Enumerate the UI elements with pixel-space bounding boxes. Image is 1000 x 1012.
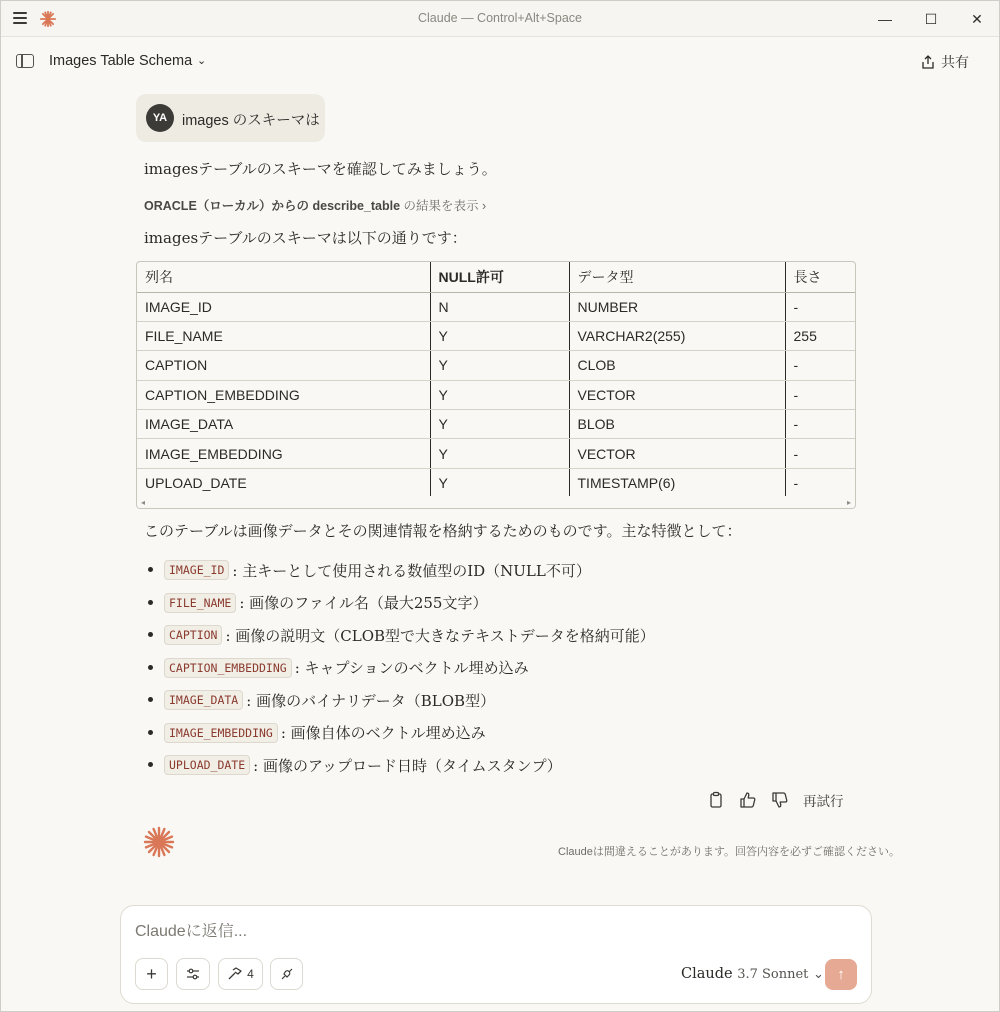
conversation-header bbox=[1, 38, 999, 86]
claude-logo-icon bbox=[143, 826, 175, 858]
table-row bbox=[137, 321, 856, 350]
model-name: Claude bbox=[681, 966, 733, 982]
title-bar bbox=[1, 1, 999, 37]
schema-intro: imagesテーブルのスキーマは以下の通りです： bbox=[144, 229, 467, 247]
tool-suffix: の結果を表示 › bbox=[403, 199, 487, 213]
add-button[interactable]: + bbox=[135, 958, 168, 990]
tools-count: 4 bbox=[247, 967, 254, 981]
table-row bbox=[137, 439, 856, 468]
minimize-button[interactable]: — bbox=[878, 11, 892, 27]
table-row bbox=[137, 380, 856, 409]
table-cell: NUMBER bbox=[569, 292, 785, 321]
chevron-down-icon: ⌄ bbox=[813, 967, 824, 982]
list-item bbox=[146, 652, 655, 685]
user-message bbox=[136, 94, 325, 142]
list-item bbox=[146, 749, 655, 782]
send-button[interactable]: ↑ bbox=[825, 959, 857, 990]
table-cell: IMAGE_EMBEDDING bbox=[137, 439, 430, 468]
tool-name: describe_table bbox=[312, 199, 401, 213]
list-item bbox=[146, 619, 655, 652]
list-item bbox=[146, 717, 655, 750]
column-header: NULL許可 bbox=[430, 262, 569, 292]
options-button[interactable] bbox=[176, 958, 210, 990]
table-cell: Y bbox=[430, 439, 569, 468]
chevron-down-icon[interactable]: ⌄ bbox=[197, 55, 207, 67]
sidebar-toggle-icon[interactable] bbox=[16, 54, 34, 68]
table-cell: - bbox=[785, 292, 856, 321]
close-button[interactable]: ✕ bbox=[971, 11, 983, 27]
table-row bbox=[137, 468, 856, 497]
column-description-list bbox=[146, 554, 655, 782]
message-actions bbox=[707, 790, 844, 810]
table-cell: Y bbox=[430, 380, 569, 409]
table-cell: - bbox=[785, 468, 856, 497]
integrations-button[interactable] bbox=[270, 958, 303, 990]
share-icon bbox=[921, 55, 935, 69]
inline-code: IMAGE_EMBEDDING bbox=[164, 723, 278, 743]
table-cell: IMAGE_ID bbox=[137, 292, 430, 321]
sliders-icon bbox=[186, 967, 200, 981]
window-title: Claude — Control+Alt+Space bbox=[418, 11, 582, 25]
table-cell: Y bbox=[430, 321, 569, 350]
table-cell: - bbox=[785, 410, 856, 439]
tool-source: ORACLE（ローカル）からの bbox=[144, 199, 310, 213]
table-cell: FILE_NAME bbox=[137, 321, 430, 350]
message-input[interactable] bbox=[135, 923, 835, 941]
table-cell: IMAGE_DATA bbox=[137, 410, 430, 439]
inline-code: CAPTION_EMBEDDING bbox=[164, 658, 292, 678]
table-cell: CAPTION bbox=[137, 351, 430, 380]
column-header: 長さ bbox=[785, 262, 856, 292]
disclaimer: Claudeは間違えることがあります。回答内容を必ずご確認ください。 bbox=[558, 846, 900, 858]
list-item-text: : 画像のアップロード日時（タイムスタンプ） bbox=[253, 756, 562, 775]
list-item-text: : キャプションのベクトル埋め込み bbox=[294, 659, 529, 678]
copy-icon[interactable] bbox=[707, 791, 725, 809]
tools-button[interactable] bbox=[218, 958, 263, 990]
share-label: 共有 bbox=[941, 54, 969, 70]
list-item-text: : 画像のファイル名（最大255文字） bbox=[239, 594, 488, 613]
model-version: 3.7 Sonnet bbox=[737, 967, 809, 982]
table-cell: VECTOR bbox=[569, 380, 785, 409]
table-cell: CLOB bbox=[569, 351, 785, 380]
scroll-left-icon[interactable]: ◂ bbox=[141, 498, 146, 507]
table-cell: Y bbox=[430, 351, 569, 380]
inline-code: IMAGE_ID bbox=[164, 560, 229, 580]
table-cell: N bbox=[430, 292, 569, 321]
table-cell: VARCHAR2(255) bbox=[569, 321, 785, 350]
thumbs-down-icon[interactable] bbox=[771, 791, 789, 809]
retry-button[interactable]: 再試行 bbox=[803, 794, 844, 809]
table-row bbox=[137, 351, 856, 380]
list-item-text: : 画像自体のベクトル埋め込み bbox=[280, 724, 486, 743]
inline-code: UPLOAD_DATE bbox=[164, 755, 250, 775]
list-item bbox=[146, 554, 655, 587]
table-cell: Y bbox=[430, 410, 569, 439]
column-header: 列名 bbox=[137, 262, 430, 292]
table-cell: VECTOR bbox=[569, 439, 785, 468]
table-header-row bbox=[137, 262, 856, 292]
list-item-text: : 画像の説明文（CLOB型で大きなテキストデータを格納可能） bbox=[225, 626, 655, 645]
hammer-icon bbox=[227, 967, 243, 981]
inline-code: IMAGE_DATA bbox=[164, 690, 243, 710]
table-cell: - bbox=[785, 380, 856, 409]
plug-icon bbox=[280, 967, 294, 981]
table-row bbox=[137, 410, 856, 439]
maximize-button[interactable]: ☐ bbox=[924, 11, 938, 27]
table-cell: - bbox=[785, 351, 856, 380]
conversation-title[interactable]: Images Table Schema bbox=[49, 53, 193, 69]
message-composer bbox=[120, 905, 872, 1004]
inline-code: FILE_NAME bbox=[164, 593, 236, 613]
share-button[interactable] bbox=[921, 52, 969, 72]
table-row bbox=[137, 292, 856, 321]
schema-table bbox=[136, 261, 856, 509]
list-item bbox=[146, 587, 655, 620]
list-item-text: : 画像のバイナリデータ（BLOB型） bbox=[246, 691, 496, 710]
table-cell: - bbox=[785, 439, 856, 468]
user-message-text: images のスキーマは bbox=[182, 113, 320, 129]
thumbs-up-icon[interactable] bbox=[739, 791, 757, 809]
table-cell: CAPTION_EMBEDDING bbox=[137, 380, 430, 409]
inline-code: CAPTION bbox=[164, 625, 222, 645]
list-item-text: : 主キーとして使用される数値型のID（NULL不可） bbox=[232, 561, 591, 580]
horizontal-scrollbar[interactable] bbox=[137, 496, 855, 508]
avatar: YA bbox=[146, 104, 174, 132]
model-selector[interactable] bbox=[681, 966, 824, 982]
table-cell: 255 bbox=[785, 321, 856, 350]
scroll-right-icon[interactable]: ▸ bbox=[846, 498, 851, 507]
table-cell: UPLOAD_DATE bbox=[137, 468, 430, 497]
table-cell: Y bbox=[430, 468, 569, 497]
list-item bbox=[146, 684, 655, 717]
column-header: データ型 bbox=[569, 262, 785, 292]
table-cell: TIMESTAMP(6) bbox=[569, 468, 785, 497]
assistant-intro: imagesテーブルのスキーマを確認してみましょう。 bbox=[144, 160, 497, 178]
table-cell: BLOB bbox=[569, 410, 785, 439]
tool-result-toggle[interactable] bbox=[144, 196, 486, 214]
table-summary: このテーブルは画像データとその関連情報を格納するためのものです。主な特徴として： bbox=[144, 522, 742, 540]
